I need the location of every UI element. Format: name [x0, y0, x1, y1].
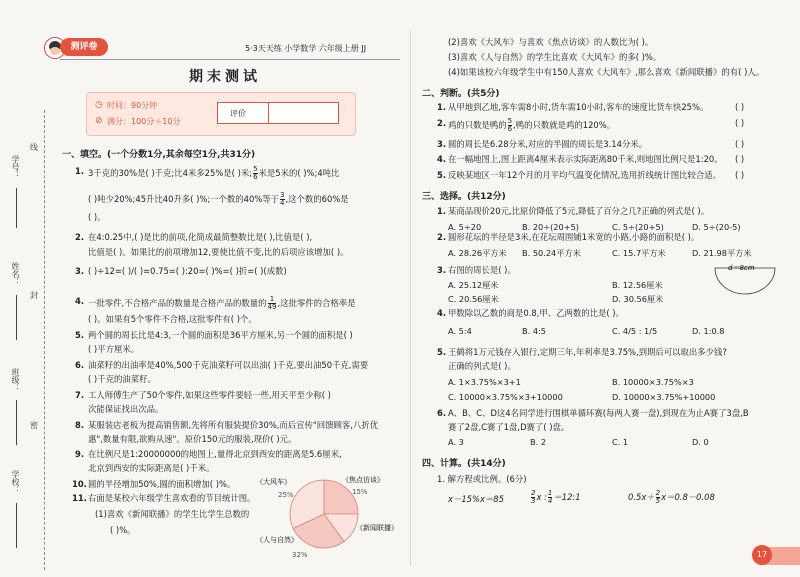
s2-item-number: 2. [437, 118, 447, 128]
badge: 测评卷 [60, 38, 108, 56]
s3-q2-optD: D. 21.98平方米 [692, 248, 752, 258]
s2-item-number: 1. [437, 102, 447, 112]
column-divider [410, 30, 411, 565]
q9-number: 9. [75, 449, 85, 459]
q1-line1: 3千克的30%是( )千克;比4米多25%是( )米; $\frac{5}{6}$ 米是5米的( )%;4吨比 [88, 165, 340, 181]
s3-q6-optB: B. 2 [530, 437, 547, 447]
s3-q1-optA: A. 5÷20 [448, 222, 482, 232]
eval-label: 评价 [230, 109, 246, 118]
pie-pct-dafengche: 25% [278, 491, 294, 499]
label-feng: 封 [30, 291, 38, 300]
q7-line2: 次能保证找出次品。 [88, 404, 164, 414]
s3-q5-text2: 正确的列式是( )。 [448, 361, 516, 371]
s3-q2-optC: C. 15.7平方米 [612, 248, 666, 258]
q2-line2: 比值是( )。如果比的前项增加12,要使比值不变,比的后项应该增加( )。 [88, 247, 349, 257]
s2-item-mark: ( ) [735, 118, 745, 128]
equation-3: 0.5x＋ $\frac{2}{5}$ x＝0.8－0.08 [628, 489, 715, 505]
q11-sub2: (2)喜欢《大风车》与喜欢《焦点访谈》的人数比为( )。 [448, 37, 654, 47]
s2-item-text: 鸡的只数是鸭的 $\frac{5}{6}$ ,鸭的只数就是鸡的120%。 [448, 117, 616, 133]
pie-slice [324, 480, 358, 514]
s3-q3-text: 右图的周长是( )。 [448, 265, 516, 275]
q5-number: 5. [75, 330, 85, 340]
page-title: 期末测试 [189, 69, 261, 85]
pie-label-renyuziran: 《人与自然》 [256, 536, 298, 544]
s2-item-text: 在一幅地图上,图上距离4厘米表示实际距离80千米,则地图比例尺是1:20。 [448, 154, 723, 164]
s3-q5-number: 5. [437, 347, 447, 357]
q6-line2: ( )千克的油菜籽。 [88, 374, 156, 384]
s3-q6-number: 6. [437, 408, 447, 418]
section1-heading: 一、填空。(一个分数1分,其余每空1分,共31分) [62, 150, 256, 160]
xuexiao-line [16, 503, 17, 548]
q11-sub4: (4)如果该校六年级学生中有150人喜欢《大风车》,那么喜欢《新闻联播》的有( )人。 [448, 67, 765, 77]
s3-q2-optB: B. 50.24平方米 [522, 248, 581, 258]
equation-1: x－15%x＝85 [448, 494, 504, 504]
time-text: 时间：90分钟 [107, 101, 158, 110]
q1-frac: $\frac{5}{6}$ [253, 165, 258, 181]
pie-chart [250, 470, 400, 560]
s3-q4-optB: B. 4:5 [522, 326, 546, 336]
check-icon: ⊘ [95, 116, 103, 126]
q4-frac: $\frac{1}{49}$ [267, 295, 277, 311]
s3-q3-optC: C. 20.56厘米 [448, 294, 499, 304]
s3-q6-optC: C. 1 [612, 437, 629, 447]
label-xingming: 姓名： [11, 262, 20, 286]
header-rule [60, 59, 400, 60]
s2-item-mark: ( ) [735, 170, 745, 180]
q1-number: 1. [75, 166, 85, 176]
s2-item-text: 从甲地到乙地,客车需8小时,货车需10小时,客车的速度比货车快25%。 [448, 102, 709, 112]
xingming-line [16, 295, 17, 340]
q7-number: 7. [75, 390, 85, 400]
eval-divider [268, 103, 269, 123]
q11-sub1: (1)喜欢《新闻联播》的学生比学生总数的 [95, 509, 250, 519]
s3-q3-optD: D. 30.56厘米 [612, 294, 664, 304]
binding-dashed-line [44, 110, 45, 570]
s3-q2-text: 圆形花坛的半径是3米,在花坛周围铺1米宽的小路,小路的面积是( )。 [448, 232, 700, 242]
q8-line1: 某服装店老板为提高销售额,先将所有服装提价30%,而后宣传"回馈顾客,八折优 [88, 420, 379, 430]
s3-q4-text: 甲数除以乙数的商是0.8,甲、乙两数的比是( )。 [448, 308, 624, 318]
s2-item-number: 4. [437, 154, 447, 164]
label-xian: 线 [30, 143, 38, 152]
q2-number: 2. [75, 232, 85, 242]
equation-2: $\frac{2}{3}$ x : $\frac{1}{4}$ ＝12:1 [531, 489, 581, 505]
s2-item-mark: ( ) [735, 154, 745, 164]
page-number: 17 [752, 545, 772, 565]
section4-heading: 四、计算。(共14分) [422, 459, 506, 469]
q6-number: 6. [75, 360, 85, 370]
q6-line1: 油菜籽的出油率是40%,500千克油菜籽可以出油( )千克,要出油50千克,需要 [88, 360, 369, 370]
q8-number: 8. [75, 420, 85, 430]
info-box [86, 92, 356, 136]
s3-q5-optD: D. 10000×3.75%+10000 [612, 392, 716, 402]
xuehao-line [16, 188, 17, 228]
pie-label-jiaodian: 《焦点访谈》 [342, 476, 384, 484]
pie-pct-jiaodian: 15% [352, 488, 368, 496]
s3-q3-optB: B. 12.56厘米 [612, 280, 663, 290]
s3-q1-optD: D. 5÷(20-5) [692, 222, 741, 232]
score-text: 满分：100分＋10分 [107, 117, 181, 126]
s3-q5-text: 王鹤将1万元钱存入银行,定期三年,年利率是3.75%,到期后可以取出多少钱? [448, 347, 727, 357]
s3-q2-optA: A. 28.26平方米 [448, 248, 507, 258]
q3-line1: ( )÷12=( )/( )=0.75=( ):20=( )%=( )折=( )(成数) [88, 266, 287, 276]
s3-q4-optC: C. 4/5 : 1/5 [612, 326, 658, 336]
s3-q5-optA: A. 1×3.75%×3+1 [448, 377, 521, 387]
q4-line2: ( )。如果有5个零件不合格,这批零件有( )个。 [88, 314, 257, 324]
q11-line1: 右面是某校六年级学生喜欢看的节目统计图。 [88, 493, 256, 503]
q7-line1: 工人师傅生产了50个零件,如果这些零件要轻一些,用天平至少称( ) [88, 390, 331, 400]
q9-line1: 在比例尺是1:20000000的地图上,量得北京到西安的距离是5.6厘米, [88, 449, 342, 459]
s3-q1-number: 1. [437, 206, 447, 216]
s3-q6-text: A、B、C、D这4名同学进行围棋单循环赛(每两人赛一盘),到现在为止A赛了3盘,B [448, 408, 749, 418]
s3-q1-text: 某商品现价20元,比原价降低了5元,降低了百分之几?正确的列式是( )。 [448, 206, 710, 216]
s4-q1: 1. 解方程或比例。(6分) [437, 474, 527, 484]
label-mi: 密 [30, 421, 38, 430]
s3-q4-number: 4. [437, 308, 447, 318]
q5-line1: 两个圆的周长比是4:3,一个圆的面积是36平方厘米,另一个圆的面积是( ) [88, 330, 353, 340]
banji-line [16, 400, 17, 445]
s3-q6-optA: A. 3 [448, 437, 464, 447]
s3-q1-optB: B. 20÷(20+5) [522, 222, 579, 232]
q4-number: 4. [75, 296, 85, 306]
q1-line3: ( )。 [88, 212, 106, 222]
semicircle-label: d＝8cm [728, 264, 755, 272]
label-xuehao: 学号： [11, 155, 20, 179]
pie-label-dafengche: 《大风车》 [256, 478, 291, 486]
s3-q3-number: 3. [437, 265, 447, 275]
series-label: 5·3天天练 小学数学 六年级上册 JJ [245, 44, 367, 53]
q10-number: 10. [72, 479, 87, 489]
semicircle-figure [712, 262, 778, 296]
s3-q6-text2: 赛了2盘,C赛了1盘,D赛了( )盘。 [448, 422, 570, 432]
q3-number: 3. [75, 266, 85, 276]
q5-line2: ( )平方厘米。 [88, 344, 140, 354]
s2-item-mark: ( ) [735, 139, 745, 149]
label-banji: 班级： [11, 368, 20, 392]
q11-sub1b: ( )%。 [110, 525, 136, 535]
q11-number: 11. [72, 493, 87, 503]
s2-item-number: 5. [437, 170, 447, 180]
q9-line2: 北京到西安的实际距离是( )千米。 [88, 463, 215, 473]
s3-q5-optC: C. 10000×3.75%×3+10000 [448, 392, 563, 402]
q2-line1: 在4:0.25中,( )是比的前项,化简成最简整数比是( ),比值是( ), [88, 232, 313, 242]
q4-line1: 一批零件,不合格产品的数量是合格产品的数量的 $\frac{1}{49}$ ,这批零件的合格率是 [88, 295, 356, 311]
q10-line1: 圆的半径增加50%,圆的面积增加( )%。 [88, 479, 236, 489]
s3-q1-optC: C. 5÷(20+5) [612, 222, 664, 232]
s3-q4-optA: A. 5:4 [448, 326, 472, 336]
s2-item-number: 3. [437, 139, 447, 149]
s3-q4-optD: D. 1:0.8 [692, 326, 725, 336]
q8-line2: 惠",数量有限,欲购从速"。原价150元的服装,现价( )元。 [88, 434, 297, 444]
s2-item-text: 反映某地区一年12个月的月平均气温变化情况,选用折线统计图比较合适。 [448, 170, 721, 180]
s2-item-mark: ( ) [735, 102, 745, 112]
s3-q6-optD: D. 0 [692, 437, 709, 447]
q1-line2: ( )吨少20%;45升比40升多( )%;一个数的40%等于 $\frac{3}{4}$ ,这个数的60%是 [88, 191, 349, 207]
pie-pct-renyuziran: 32% [292, 551, 308, 559]
s3-q5-optB: B. 10000×3.75%×3 [612, 377, 694, 387]
s2-item-text: 圆的周长是6.28分米,对应的半圆的周长是3.14分米。 [448, 139, 648, 149]
section3-heading: 三、选择。(共12分) [422, 192, 506, 202]
q11-sub3: (3)喜欢《人与自然》的学生比喜欢《大风车》的多( )%。 [448, 52, 662, 62]
section2-heading: 二、判断。(共5分) [422, 89, 500, 99]
pie-label-xinwen: 《新闻联播》 [356, 524, 398, 532]
s3-q2-number: 2. [437, 232, 447, 242]
q1-frac2: $\frac{3}{4}$ [280, 191, 285, 207]
label-xuexiao: 学校： [11, 470, 20, 494]
s3-q3-optA: A. 25.12厘米 [448, 280, 499, 290]
eval-box [217, 102, 339, 124]
clock-icon: ◷ [95, 100, 103, 110]
